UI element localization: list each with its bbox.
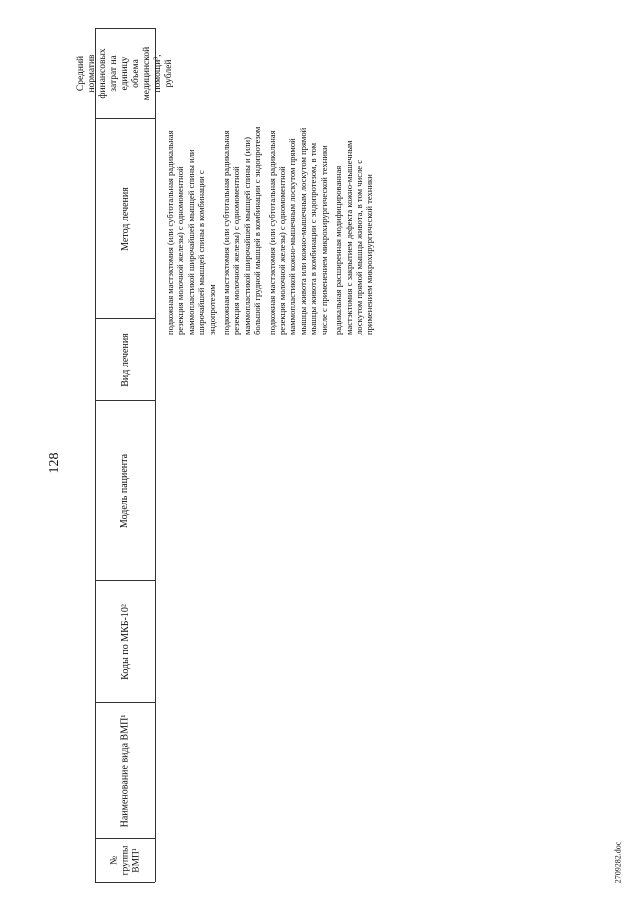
method-item: подкожная мастэктомия (или субтотальная радикальная резекция молочной железы) с одномоментной маммопластикой широчайшей мышцей спины или широчайшей мышцей спины в комбинации с эндопротезом <box>165 130 217 335</box>
page-number: 128 <box>47 452 62 474</box>
method-item: подкожная мастэктомия (или субтотальная радикальная резекция молочной железы) с одномоментной маммопластикой кожно-мышечным лоскутом прямой мышцы живота или кожно-мышечным лоскутом прямой мышцы живота в комбинации с эндопротезом, в том числе с применением микрохирургической техники <box>266 127 329 335</box>
header-vmp-name: Наименование вида ВМП¹ <box>119 714 131 827</box>
header-icd-codes: Коды по МКБ-10² <box>119 603 131 680</box>
method-item: подкожная мастэктомия (или субтотальная радикальная резекция молочной железы) с одномоментной маммопластикой широчайшей мышцей спины и (или) большой грудной мышцей в комбинации с эндопротезом <box>221 126 263 335</box>
document-id: 2709282.doc <box>613 841 623 884</box>
header-avg-cost: Средний норматив финансовых затрат на единицу объема медицинской помощи³, рублей <box>76 46 174 101</box>
header-treatment-method: Метод лечения <box>119 186 131 251</box>
header-patient-model: Модель пациента <box>119 453 131 528</box>
header-treatment-type: Вид лечения <box>119 332 131 387</box>
header-group-no: № группы ВМП¹ <box>109 845 141 876</box>
treatment-method-cell <box>165 125 375 335</box>
method-item: радикальная расширенная модифицированная мастэктомия с закрытием дефекта кожно-мышечным лоскутом прямой мышцы живота, в том числе с применением микрохирургической техники <box>333 140 375 335</box>
